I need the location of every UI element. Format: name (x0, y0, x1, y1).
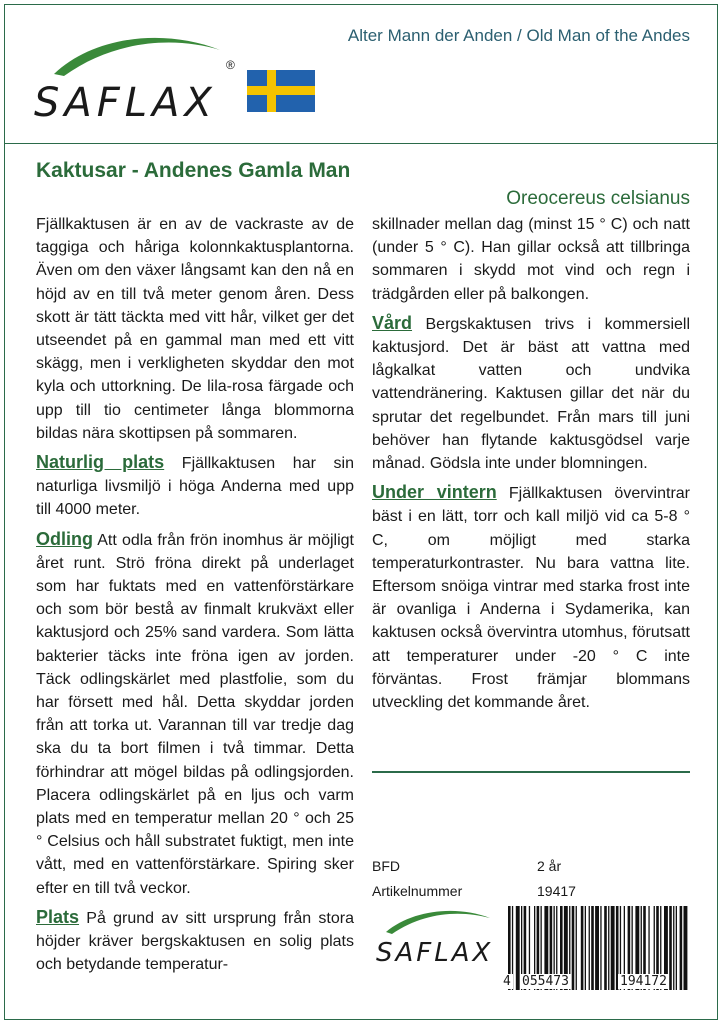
barcode-bar (595, 906, 599, 990)
bfd-label: BFD (372, 858, 400, 874)
barcode-bar (673, 906, 674, 990)
barcode-bar (600, 906, 601, 990)
barcode-bar (680, 906, 683, 990)
brand-name: SAFLAX (34, 80, 217, 126)
logo-swoosh-icon (376, 906, 496, 936)
bfd-value: 2 år (537, 858, 562, 874)
barcode-digit-first: 4 (503, 974, 511, 989)
sowing-heading: Odling (36, 528, 93, 549)
location-continued: skillnader mellan dag (minst 15 ° C) och natt (under 5 ° C). Han gillar också att tillbringa sommaren i skydd mot vind och regn i trädgården eller på balkongen. (372, 216, 690, 303)
location-heading: Plats (36, 906, 80, 927)
logo-swoosh-icon (34, 30, 234, 80)
barcode-group-right: 194172 (620, 974, 667, 989)
care-text: Bergskaktusen trivs i kommersiell kaktusjord. Det är bäst att vattna med lågkalkat vatten och undvika vattendränering. Kaktusen gillar det när du sprutar det regelbundet. Från mars till juni behöver han flytande kaktusgödsel varje månad. Gödsla inte under blomningen. (372, 315, 690, 473)
intro-paragraph: Fjällkaktusen är en av de vackraste av de taggiga och håriga kolonnkaktusplantorna. Även om den växer långsamt kan den nå en höjd av en till två meter genom åren. Dess skott är tätt täckta med vitt hår, vilket ger det utseendet på en gammal man med ett vitt skägg, men i verkligheten skyddar den mot kyla och uttorkning. De lila-rosa färgade och upp till tio centimeter långa blommorna bildas nära skottipsen på sommaren. (36, 216, 354, 442)
location-text: På grund av sitt ursprung från stora höjder kräver bergskaktusen en solig plats och betydande temperatur- (36, 909, 354, 974)
natural-habitat-text: Fjällkaktusen har sin naturliga livsmiljö i höga Anderna med upp till 4000 meter. (36, 455, 354, 519)
variety-name-en: Alter Mann der Anden / Old Man of the Andes (347, 26, 690, 45)
winter-heading: Under vintern (372, 482, 497, 503)
care-section (372, 312, 690, 475)
sowing-section (36, 528, 354, 900)
brand-name-small: SAFLAX (376, 938, 494, 968)
barcode-bar (676, 906, 677, 990)
latin-name: Oreocereus celsianus (506, 188, 690, 209)
brand-logo (34, 30, 244, 126)
article-number-value: 19417 (537, 883, 576, 899)
winter-section (372, 481, 690, 714)
barcode-bar (589, 906, 590, 990)
right-column (372, 213, 690, 720)
header-divider (4, 143, 718, 144)
barcode-group-left: 055473 (522, 974, 569, 989)
left-column (36, 213, 354, 983)
natural-habitat-heading: Naturlig plats (36, 452, 165, 473)
barcode-bar (604, 906, 607, 990)
meta-divider (372, 771, 690, 773)
product-title: Kaktusar - Andenes Gamla Man (36, 159, 351, 182)
barcode-bar (611, 906, 615, 990)
barcode-bar (585, 906, 586, 990)
natural-habitat-section (36, 451, 354, 522)
care-heading: Vård (372, 312, 413, 333)
barcode-bar (581, 906, 584, 990)
article-number-label: Artikelnummer (372, 883, 463, 899)
barcode-bar (669, 906, 672, 990)
barcode-bar (572, 906, 575, 990)
barcode-bar (591, 906, 594, 990)
registered-mark: ® (226, 58, 235, 72)
brand-logo-small (376, 906, 504, 968)
sweden-flag-icon (247, 70, 315, 112)
location-section (36, 906, 354, 977)
barcode-bar (608, 906, 609, 990)
winter-text: Fjällkaktusen övervintrar bäst i en lätt, torr och kall miljö vid ca 5-8 ° C, om möjligt med starka temperaturkontraster. Nu bara vattna lite. Eftersom snöiga vintrar med starka frost inte är ovanliga i Anderna i Sydamerika, kan kaktusen också övervintra utomhus, förutsatt att temperaturer under -20 ° C inte förväntas. Frost främjar blommans utveckling det kommande året. (372, 485, 690, 712)
barcode-bar (684, 906, 688, 990)
barcode-bar (576, 906, 577, 990)
sowing-text: Att odla från frön inomhus är möjligt året runt. Strö fröna direkt på underlaget som har fuktats med en vattenförstärkare och som bör bestå av finmalt krukväxt eller kaktusjord och 25% sand vardera. Som lätta bakterier täcks inte fröna igen av jorden. Täck odlingskärlet med plastfolie, som du har försett med hål. Detta skyddar jorden från att torka ut. Varannan till var tredje dag ska du ta bort filmen i två timmar. Detta förhindrar att mögel bildas på odlingsjorden. Placera odlingskärlet på en ljus och varm plats med en temperatur mellan 20 ° och 25 ° Celsius och håll substratet fuktigt, men inte vått, med en vattenförstärkare. Spiring sker efter en till två veckor. (36, 531, 354, 897)
